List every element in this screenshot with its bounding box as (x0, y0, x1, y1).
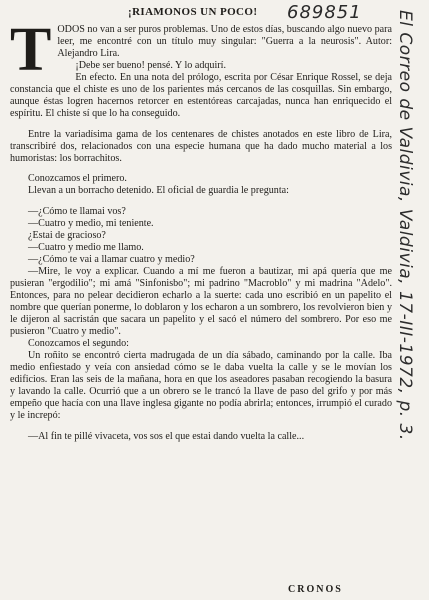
dialogue-line: —Cuatro y medio, mi teniente. (28, 218, 154, 230)
paragraph-2: ¡Debe ser bueno! pensé. Y lo adquirí. (75, 59, 226, 71)
paragraph-6: Llevan a un borracho detenido. El oficial de guardia le pregunta: (28, 185, 289, 197)
author-signature: CRONOS (288, 584, 343, 595)
dialogue-line: ¿Estai de gracioso? (28, 230, 106, 242)
handwritten-archive-number: 689851 (287, 2, 362, 23)
dialogue-line: —¿Cómo te vai a llamar cuatro y medio? (28, 254, 195, 266)
dialogue-line: —¿Cómo te llamai vos? (28, 206, 126, 218)
dialogue-line: —Mire, le voy a explicar. Cuando a mí me fueron a bautizar, mi apá quería que me pusieran "ergodilio"; mi amá "Sinfonisbo"; mi padrino "Macroblo" y mi madrina "Adelo". Entonces, para no pelear decidieron echarlo a la suerte: cada uno escribió en un papelito el nombre que querían ponerme, lo doblaron y los echaron a un sombrero, los revolvieron bien y le dijeron al sacristán que sacara un papelito y el sacó el número del sombrero. Por eso me pusieron "Cuatro y medio". (10, 266, 392, 337)
drop-cap: T (10, 16, 52, 84)
article-body (10, 16, 392, 443)
paragraph-1: TODOS no van a ser puros problemas. Uno de estos días, buscando algo nuevo para leer, me encontré con un título muy singular: "Guerra a la neurosis". Autor: Alejandro Lira. (10, 16, 392, 84)
closing-line: —Al fin te pillé vivaceta, vos sos el que estai dando vuelta la calle... (28, 430, 305, 442)
paragraph-second-joke-intro: Conozcamos el segundo: (28, 337, 129, 349)
paragraph-second-joke: Un roñito se encontró cierta madrugada de un día sábado, caminando por la calle. Iba medio enfiestado y veía con ansiedad cómo se le daba vuelta la calle y se le movían los edificios. Eran las seis de la mañana, hora en que los aseadores pasaban recogiendo la basura y lavando la calle. Ocurrió que a un obrero se le trancó la llave de paso del grifo y por más empeño que hacía con una llave inglesa gigante no podía abrirla; entonces, irrumpió el curado y le increpó: (10, 349, 392, 421)
dialogue-line: —Cuatro y medio me llamo. (28, 242, 144, 254)
paragraph-4: Entre la variadísima gama de los centenares de chistes anotados en este libro de Lira, transcribiré dos, relacionados con una especie humana que ha dado mucho material a los humoristas: los borrachitos. (10, 128, 392, 164)
article-heading: ¡RIAMONOS UN POCO! (128, 6, 258, 18)
handwritten-source-note: El Correo de Valdivia, Valdivia, 17-III-1972, p. 3. (395, 10, 415, 441)
paragraph-5: Conozcamos el primero. (28, 173, 127, 185)
paragraph-3: En efecto. En una nota del prólogo, escrita por César Enrique Rossel, se deja constancia que el chiste es uno de los parientes más cercanos de las cosquillas. Sin embargo, aunque éstas logren hacernos retorcer en estentóreas carcajadas, nunca han enriquecido el espíritu. El chiste sí que lo ha conseguido. (10, 71, 392, 119)
